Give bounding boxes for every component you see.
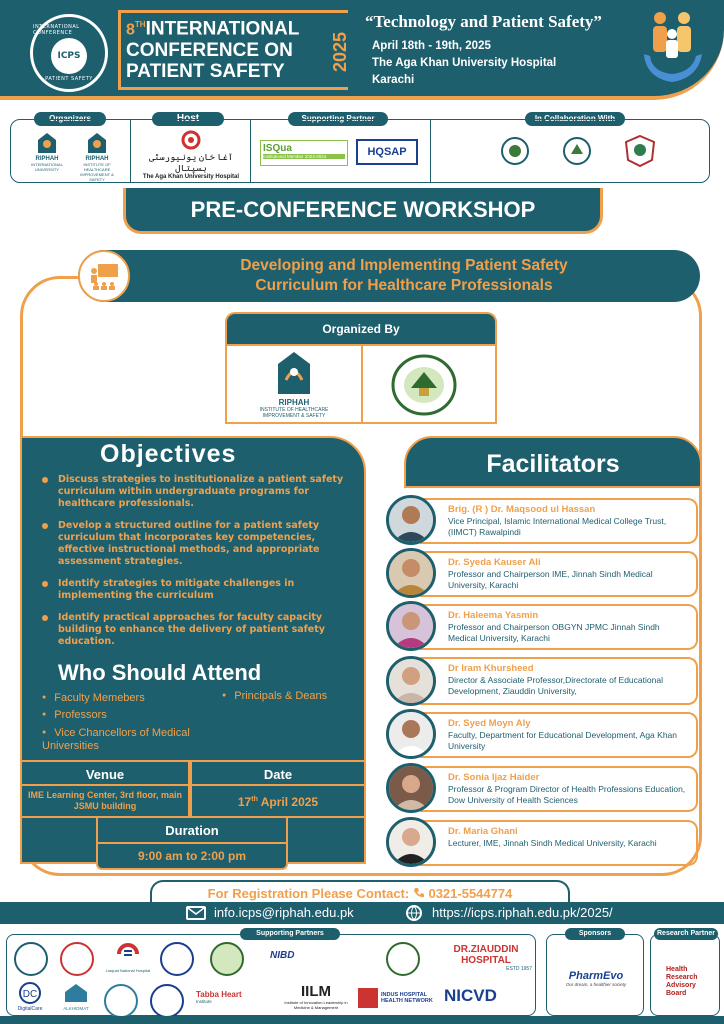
attendee-item: ● Faculty Memebers (42, 691, 145, 705)
person-icon (389, 498, 433, 542)
org-logo-sub: INSTITUTE OF HEALTHCARE IMPROVEMENT & SAFETY (259, 407, 329, 419)
liaquat-emblem-icon (113, 942, 143, 966)
presenter-icon (88, 262, 120, 290)
objective-item: Identify strategies to mitigate challenges in implementing the curriculum (42, 578, 352, 602)
facilitator-card (420, 766, 698, 812)
phone-number[interactable]: 0321-5544774 (428, 886, 513, 901)
facilitator-card (420, 712, 698, 758)
website-link[interactable]: https://icps.riphah.edu.pk/2025/ (432, 905, 613, 920)
akuh-emblem-icon (180, 130, 202, 150)
facilitator-title: Director & Associate Professor,Directorate of Educational Development, Ziauddin University, (448, 675, 663, 696)
facilitator-photo (386, 709, 436, 759)
person-icon (389, 551, 433, 595)
conf-line-1: INTERNATIONAL (145, 18, 300, 40)
riphah-crest-icon (274, 350, 314, 396)
riphah-ihis-organizer-logo (247, 350, 341, 419)
facilitator-photo (386, 548, 436, 598)
contact-bar (0, 902, 724, 924)
person-icon (389, 712, 433, 756)
organizers-label: Organizers (34, 112, 106, 126)
alkhidmat-name: ALKHIDMAT (63, 1006, 89, 1011)
facilitator-name: Dr. Syeda Kauser Ali (448, 557, 541, 568)
duration-label: Duration (96, 818, 288, 844)
jsmu-seal-small-icon (210, 942, 244, 976)
hrab-line-2: Research (666, 974, 698, 981)
ziauddin-logo (440, 944, 532, 972)
facilitator-card (420, 551, 698, 597)
collab-seal-1-icon (500, 136, 530, 166)
indus-line-1: INDUS HOSPITAL (381, 992, 428, 998)
riphah-sub: INSTITUTE OF HEALTHCARE IMPROVEMENT & SAFETY (80, 162, 114, 182)
facilitator-name: Dr. Syed Moyn Aly (448, 718, 531, 729)
ziauddin-name: DR.ZIAUDDIN HOSPITAL (453, 944, 519, 966)
edition-number: 8 (126, 21, 135, 39)
facilitator-title: Professor and Chairperson OBGYN JPMC Jinnah Sindh Medical University, Karachi (448, 622, 660, 643)
header-band (0, 0, 724, 100)
facilitator-title: Professor and Chairperson IME, Jinnah Sindh Medical University, Karachi (448, 569, 653, 590)
indus-logo (358, 988, 438, 1008)
facilitator-title: Lecturer, IME, Jinnah Sindh Medical University, Karachi (448, 838, 657, 848)
registration-label: For Registration Please Contact: (207, 886, 410, 901)
partner-seal-icon (104, 984, 138, 1018)
digitalcare-logo (12, 982, 48, 1012)
akuh-name: The Aga Khan University Hospital (142, 174, 240, 180)
facilitator-photo (386, 601, 436, 651)
conf-line-2: CONFERENCE ON (126, 40, 293, 62)
pharmevo-logo (554, 970, 638, 987)
hrab-line-4: Board (666, 990, 687, 997)
svg-text:DC: DC (22, 989, 38, 1000)
conference-title (126, 14, 299, 82)
iilm-logo (278, 984, 354, 1010)
objective-item: Discuss strategies to institutionalize a patient safety curriculum within undergraduate programs for healthcare professionals. (42, 474, 352, 510)
facilitator-photo (386, 817, 436, 867)
date-value (190, 786, 366, 818)
facilitator-card (420, 657, 698, 705)
facilitator-title: Vice Principal, Islamic International Medical College Trust, (IIMCT) Rawalpindi (448, 516, 667, 537)
seal-ring-text: INTERNATIONAL CONFERENCE (33, 24, 80, 36)
riphah-name: RIPHAH (85, 156, 109, 162)
attendee-item: ● Principals & Deans (222, 689, 327, 703)
facilitator-photo (386, 495, 436, 545)
icps-seal-logo (30, 14, 108, 92)
date-label: Date (190, 760, 366, 786)
riphah-university-logo (24, 132, 70, 172)
facilitators-header: Facilitators (404, 436, 702, 488)
conference-year: 2025 (330, 31, 350, 73)
digitalcare-emblem-icon (17, 982, 43, 1004)
conference-venue: The Aga Khan University Hospital (372, 57, 557, 69)
pharmevo-tagline: Our dream, a healthier society (565, 982, 627, 987)
facilitator-title: Faculty, Department for Educational Development, Aga Khan University (448, 730, 677, 751)
person-icon (389, 766, 433, 810)
presentation-icon (78, 250, 130, 302)
dow-seal-icon (386, 942, 420, 976)
date-rest: April 2025 (257, 795, 319, 809)
hrab-logo (666, 966, 712, 998)
conference-details (372, 38, 556, 89)
objectives-list (42, 474, 352, 658)
pmdc-seal-icon (160, 942, 194, 976)
facilitator-photo (386, 656, 436, 706)
iilm-name: IILM (301, 983, 331, 1000)
hrab-line-1: Health (666, 966, 688, 973)
collab-seal-3-icon (624, 134, 656, 168)
venue-value: IME Learning Center, 3rd floor, main JSMU building (20, 786, 190, 818)
objective-item: Identify practical approaches for faculty capacity building to enhance the delivery of patient safety education. (42, 612, 352, 648)
conf-line-3: PATIENT SAFETY (126, 61, 285, 83)
facilitator-card (420, 498, 698, 544)
riphah-name: RIPHAH (35, 156, 59, 162)
research-partner-label: Research Partner (654, 928, 718, 940)
akuh-logo (136, 130, 246, 180)
riphah-sub: INTERNATIONAL UNIVERSITY (31, 162, 63, 172)
isqua-sub: Institutional Member 2023-2024 (263, 154, 345, 159)
facilitator-name: Dr. Maria Ghani (448, 826, 518, 837)
akuh-urdu: آغا خان یونیورسٹی ہسپتال (148, 152, 234, 173)
partner-divider (130, 120, 131, 182)
tabba-logo (196, 990, 266, 1004)
riphah-emblem-icon (86, 132, 108, 154)
liaquat-name: Liaquat National Hospital (105, 968, 151, 973)
phone-icon (413, 883, 425, 895)
isqua-logo (260, 140, 348, 166)
facilitator-card (420, 604, 698, 650)
tabba-name: Tabba Heart (196, 990, 242, 999)
tabba-sub: Institute (196, 999, 212, 1004)
pre-conference-banner: PRE-CONFERENCE WORKSHOP (123, 188, 603, 234)
supporting-partners-label: Supporting Partners (240, 928, 340, 940)
bottom-bar (0, 1016, 724, 1024)
iilm-sub: Institute of Innovation Leadership in Medicine & Management (284, 1000, 348, 1010)
host-label: Host (152, 112, 224, 126)
seal-ring-bottom: PATIENT SAFETY (45, 76, 93, 82)
date-day: 17 (237, 795, 252, 809)
partner-seal-icon (14, 942, 48, 976)
liaquat-logo (100, 942, 156, 973)
facilitator-title: Professor & Program Director of Health Professions Education, Dow University of Health Sciences (448, 784, 686, 805)
nicvd-logo: NICVD (444, 986, 497, 1005)
email-icon (186, 906, 206, 920)
attendee-item: ● Professors (42, 708, 107, 722)
isqua-name: ISQua (263, 143, 292, 154)
pharmevo-name: PharmEvo (568, 970, 624, 982)
person-icon (389, 604, 433, 648)
email-address[interactable]: info.icps@riphah.edu.pk (214, 905, 354, 920)
duration-value: 9:00 am to 2:00 pm (96, 844, 288, 870)
facilitator-photo (386, 763, 436, 813)
facilitator-name: Dr. Sonia Ijaz Haider (448, 772, 540, 783)
organizer-logos-box (225, 344, 497, 424)
logo-divider (361, 346, 363, 422)
collaboration-label: In Collaboration With (525, 112, 625, 126)
ptma-logo-icon (60, 942, 94, 976)
hrab-line-3: Advisory (666, 982, 696, 989)
facilitator-name: Brig. (R ) Dr. Maqsood ul Hassan (448, 504, 596, 515)
nibd-logo (270, 950, 346, 961)
alkhidmat-emblem-icon (63, 982, 89, 1004)
workshop-title-bar (78, 250, 700, 302)
edition-sup: TH (134, 20, 146, 29)
facilitator-name: Dr. Haleema Yasmin (448, 610, 539, 621)
conference-theme: “Technology and Patient Safety” (365, 12, 602, 31)
conference-city: Karachi (372, 74, 415, 86)
indus-line-2: HEALTH NETWORK (381, 998, 433, 1004)
ziauddin-est: ESTD 1957 (506, 966, 532, 972)
organized-by-header: Organized By (225, 312, 497, 344)
hqsap-logo: HQSAP (356, 139, 418, 165)
riphah-emblem-icon (36, 132, 58, 154)
indus-cross-icon (358, 988, 378, 1008)
family-hands-icon (640, 8, 706, 90)
objective-item: Develop a structured outline for a patient safety curriculum that incorporates key competencies, effective instructional methods, and appropriate assessment strategies. (42, 520, 352, 568)
globe-icon (406, 905, 422, 921)
sponsors-label: Sponsors (565, 928, 625, 940)
nibd-name: NIBD (270, 950, 295, 961)
seal-letters: ICPS (51, 38, 87, 74)
partner-divider (250, 120, 251, 182)
riphah-ihis-logo (72, 132, 122, 182)
venue-label: Venue (20, 760, 190, 786)
date-sup: th (251, 796, 258, 803)
person-icon (389, 820, 433, 864)
facilitator-name: Dr Iram Khursheed (448, 663, 534, 674)
person-icon (389, 659, 433, 703)
attendee-item: ● Vice Chancellors of Medical Universities (42, 726, 242, 753)
who-should-attend-title: Who Should Attend (58, 660, 262, 685)
workshop-title-line-2: Curriculum for Healthcare Professionals (255, 277, 553, 294)
collab-seal-2-icon (562, 136, 592, 166)
supporting-partner-label: Supporting Partner (288, 112, 388, 126)
workshop-title-line-1: Developing and Implementing Patient Safety (240, 257, 568, 274)
conference-dates: April 18th - 19th, 2025 (372, 40, 491, 52)
digitalcare-name: DigitalCare (17, 1006, 43, 1012)
org-logo-name: RIPHAH (278, 398, 310, 407)
partner-divider (430, 120, 431, 182)
alkhidmat-logo (56, 982, 96, 1011)
objectives-title: Objectives (100, 440, 237, 468)
facilitator-card (420, 820, 698, 866)
partner-seal-icon (150, 984, 184, 1018)
jsmu-seal-icon (391, 354, 457, 416)
